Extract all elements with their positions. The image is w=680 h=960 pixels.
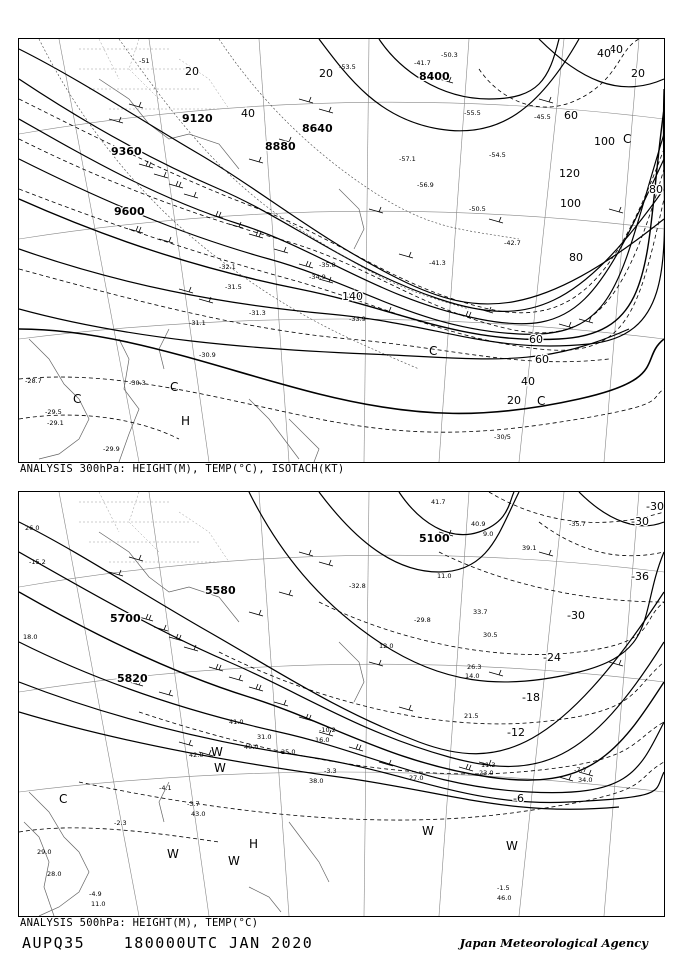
temp-label: -31.1 (189, 319, 206, 327)
temp-label: 21.5 (464, 712, 479, 720)
isotach-label: 60 (529, 333, 543, 346)
temp-label: -32.8 (349, 582, 366, 590)
isotach-label: 40 (241, 107, 255, 120)
warm-center: W (214, 761, 226, 775)
isotach-label: 60 (535, 353, 549, 366)
height-label: 5100 (419, 532, 450, 545)
warm-center: W (506, 839, 518, 853)
temp-label: 9.0 (483, 530, 494, 538)
temp-label: -30/5 (494, 433, 511, 441)
temp-label: -29.5 (45, 408, 62, 416)
pressure-centers (59, 745, 518, 868)
isotach-labels (185, 43, 663, 407)
temp-label: 30.5 (483, 631, 498, 639)
cold-center: C (59, 792, 68, 806)
temp-label: 26.3 (467, 663, 482, 671)
temp-label: -50.3 (441, 51, 458, 59)
isotherm-label: -30 (646, 500, 664, 513)
isotherm-label: -24 (543, 651, 561, 664)
temp-label: -50.5 (469, 205, 486, 213)
temp-label: 11.3 (481, 761, 496, 769)
height-label: 9120 (182, 112, 213, 125)
height-contours (19, 492, 664, 809)
temp-label: 18.0 (23, 633, 38, 641)
temp-label: -29.1 (47, 419, 64, 427)
warm-center: W (422, 824, 434, 838)
isotach-label: 80 (649, 183, 663, 196)
temperature-isotherms (19, 492, 664, 842)
temp-label: 27.0 (409, 774, 424, 782)
temp-label: 29.0 (37, 848, 52, 856)
isotach-label: 20 (631, 67, 645, 80)
temp-label: 33.7 (473, 608, 488, 616)
temp-label: -57.1 (399, 155, 416, 163)
graticule (19, 492, 664, 916)
chart-500hpa (18, 491, 665, 917)
temp-label: 16.0 (315, 736, 330, 744)
isotherm-label: -6 (513, 792, 524, 805)
caption-300hpa: ANALYSIS 300hPa: HEIGHT(M), TEMP(°C), ISOTACH(KT) (20, 463, 345, 475)
pressure-centers (73, 132, 631, 428)
temp-label: -31.3 (249, 309, 266, 317)
valid-time: 180000UTC JAN 2020 (123, 934, 314, 952)
temp-label: 34.0 (578, 776, 593, 784)
height-label: 5700 (110, 612, 141, 625)
temp-label: -55.5 (464, 109, 481, 117)
temp-label: -56.9 (417, 181, 434, 189)
chart-300hpa (18, 38, 665, 463)
temp-label: 41.7 (431, 498, 446, 506)
isotach-label: 80 (569, 251, 583, 264)
isotach-label: 40 (521, 375, 535, 388)
temp-label: 31.0 (257, 733, 272, 741)
temp-label: -32.1 (219, 263, 236, 271)
temp-label: 11.0 (91, 900, 106, 908)
temp-label: 14.0 (465, 672, 480, 680)
isotherm-label: -30 (631, 515, 649, 528)
temp-label: -33.9 (349, 315, 366, 323)
temp-label: -53.5 (339, 63, 356, 71)
temp-label: 40.0 (244, 743, 259, 751)
product-code: AUPQ35 (22, 934, 86, 952)
isotach-label: 20 (319, 67, 333, 80)
temp-label: -4.1 (159, 784, 172, 792)
map-500hpa (19, 492, 664, 916)
isotherm-label: -30 (567, 609, 585, 622)
temp-label: -35.7 (569, 520, 586, 528)
temp-label: 28.0 (47, 870, 62, 878)
temp-label: -3.7 (187, 800, 200, 808)
temp-label: -34.9 (309, 273, 326, 281)
product-footer (22, 934, 341, 952)
isotach-label: 40 (597, 47, 611, 60)
temp-label: 41.0 (229, 718, 244, 726)
temp-label: -3.3 (324, 767, 337, 775)
temp-label: -10.2 (319, 726, 336, 734)
height-label: 8640 (302, 122, 333, 135)
height-label: 5820 (117, 672, 148, 685)
height-label: 8880 (265, 140, 296, 153)
isotach-label: 120 (559, 167, 580, 180)
isotach-label: 100 (594, 135, 615, 148)
cold-center: C (537, 394, 546, 408)
caption-500hpa: ANALYSIS 500hPa: HEIGHT(M), TEMP(°C) (20, 917, 259, 929)
temp-label: 12.0 (379, 642, 394, 650)
isotach-label: 40 (609, 43, 623, 56)
isotach-label: 20 (185, 65, 199, 78)
temp-label: 39.1 (522, 544, 537, 552)
cold-center: C (170, 380, 179, 394)
isotach-label: 60 (564, 109, 578, 122)
isotherm-label: -12 (507, 726, 525, 739)
temp-label: -30.3 (129, 379, 146, 387)
cold-center: C (623, 132, 632, 146)
cold-center: C (73, 392, 82, 406)
agency-name: Japan Meteorological Agency (459, 936, 648, 950)
temp-label: -7.7 (574, 766, 587, 774)
station-temperatures (25, 51, 551, 453)
high-center: H (249, 837, 259, 851)
warm-center: W (211, 745, 223, 759)
temp-label: -29.8 (414, 616, 431, 624)
height-label: 9600 (114, 205, 145, 218)
temp-label: -35.8 (319, 261, 336, 269)
temp-label: 26.0 (25, 524, 40, 532)
height-label: 9360 (111, 145, 142, 158)
temp-label: 38.0 (309, 777, 324, 785)
high-center: H (181, 414, 191, 428)
temp-label: -41.3 (429, 259, 446, 267)
temp-label: -2.3 (114, 819, 127, 827)
temp-label: -15.2 (29, 558, 46, 566)
temp-label: -1.5 (497, 884, 510, 892)
height-labels (111, 70, 450, 218)
isotach-label: 100 (560, 197, 581, 210)
isotach-contours (19, 39, 664, 439)
height-label: 5580 (205, 584, 236, 597)
temp-label: -4.9 (89, 890, 102, 898)
isotherm-label: -36 (631, 570, 649, 583)
temp-label: 42.0 (189, 751, 204, 759)
warm-center: W (167, 847, 179, 861)
temp-label: 46.0 (497, 894, 512, 902)
cold-center: C (429, 344, 438, 358)
map-300hpa (19, 39, 664, 462)
isotherm-label: -18 (522, 691, 540, 704)
temp-label: -29.9 (103, 445, 120, 453)
temp-label: 40.9 (471, 520, 486, 528)
temp-label: 11.0 (437, 572, 452, 580)
temp-label: -45.5 (534, 113, 551, 121)
temp-label: -51 (139, 57, 150, 65)
temp-label: -54.5 (489, 151, 506, 159)
temp-label: -31.5 (225, 283, 242, 291)
coastlines (24, 532, 364, 916)
temp-label: -30.9 (199, 351, 216, 359)
height-label: 8400 (419, 70, 450, 83)
temp-label: -42.7 (504, 239, 521, 247)
warm-center: W (228, 854, 240, 868)
isotach-label: 140 (342, 290, 363, 303)
temp-label: -28.7 (25, 377, 42, 385)
temp-label: -41.7 (414, 59, 431, 67)
temp-label: 23.0 (479, 769, 494, 777)
isotach-label: 20 (507, 394, 521, 407)
temp-label: 43.0 (191, 810, 206, 818)
temp-label: 25.0 (281, 748, 296, 756)
